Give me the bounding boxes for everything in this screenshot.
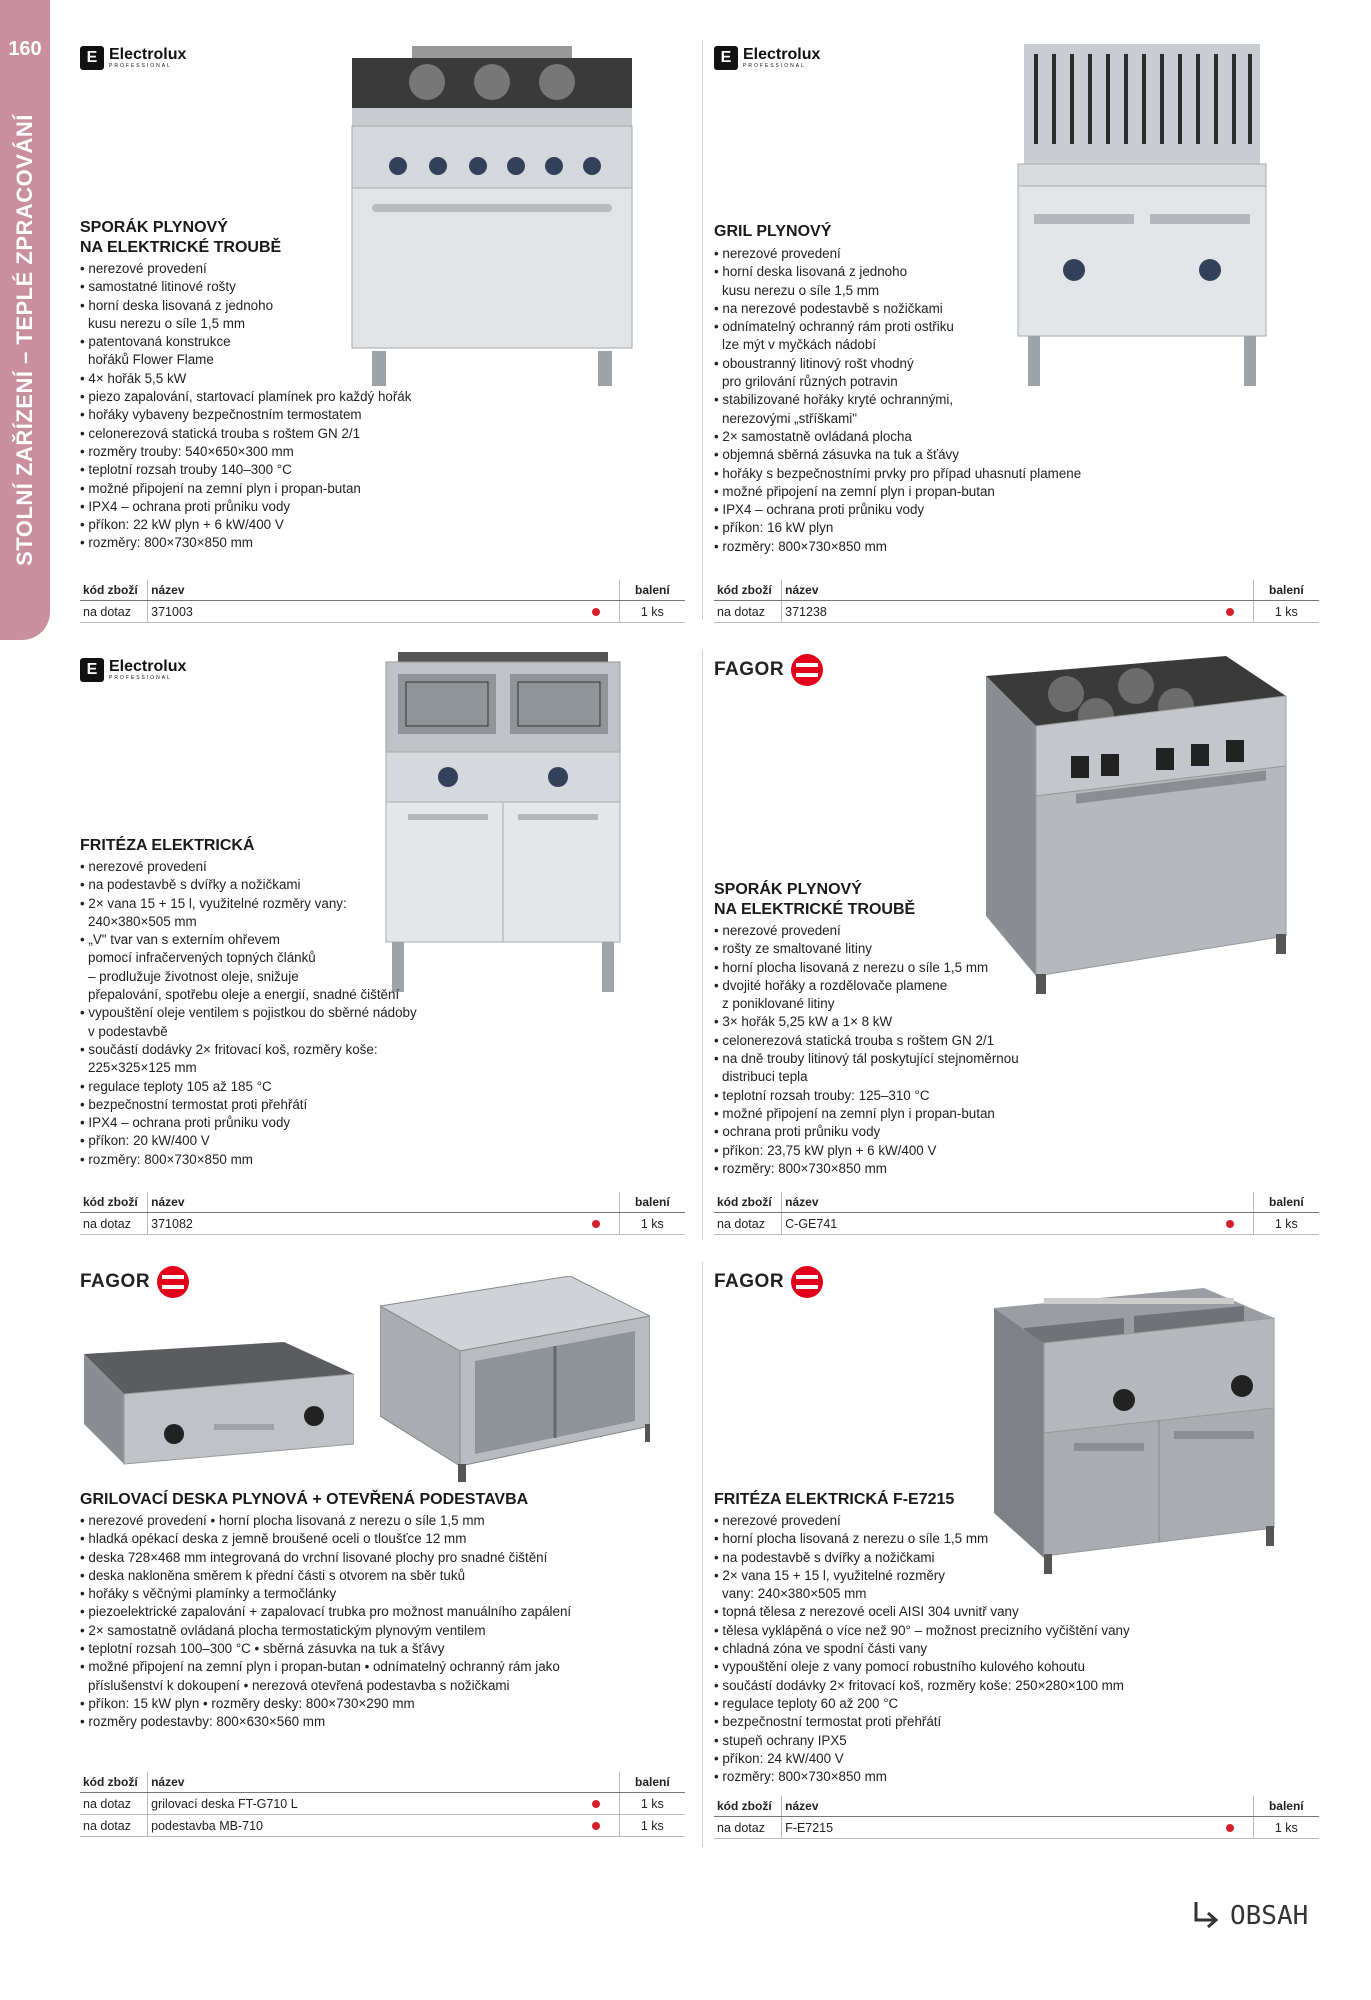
availability-dot-icon [592, 608, 600, 616]
fagor-logo: FAGOR [714, 1264, 824, 1300]
spec-item: • rozměry: 800×730×850 mm [80, 535, 253, 551]
availability-dot-icon [1226, 1220, 1234, 1228]
spec-item: • příkon: 15 kW plyn • rozměry desky: 800×730×290 mm [80, 1695, 415, 1711]
row-name: C-GE741 [782, 1213, 1208, 1235]
spec-item: • příkon: 16 kW plyn [714, 520, 834, 536]
row-code: na dotaz [80, 1213, 148, 1235]
row-pack: 1 ks [619, 1793, 685, 1815]
row-name: F-E7215 [782, 1817, 1208, 1839]
spec-item: • nerezové provedení [714, 1513, 841, 1528]
row-code: na dotaz [714, 601, 782, 623]
table-row [714, 1817, 1319, 1839]
product-card-electric-fryer-fagor [714, 1264, 1334, 1864]
availability-dot-icon [1226, 1824, 1234, 1832]
header-pack: balení [619, 580, 685, 601]
spec-item: distribuci tepla [722, 1069, 808, 1085]
table-row [80, 1793, 685, 1815]
spec-item: • rozměry: 800×730×850 mm [714, 1769, 887, 1785]
spec-item: hořáků Flower Flame [88, 352, 214, 368]
header-pack: balení [619, 1772, 685, 1793]
spec-item: • na podestavbě s dvířky a nožičkami [714, 1549, 935, 1565]
spec-item: • na dně trouby litinový tál poskytující stejnoměrnou [714, 1051, 1019, 1067]
product-title: GRIL PLYNOVÝ [714, 223, 832, 240]
spec-item: • 2× vana 15 + 15 l, využitelné rozměry [714, 1567, 945, 1583]
product-code-table [80, 580, 685, 623]
spec-item: • rozměry: 800×730×850 mm [714, 1160, 887, 1176]
spec-item: • bezpečnostní termostat proti přehřátí [80, 1096, 308, 1112]
spec-list [714, 922, 1019, 1178]
header-pack: balení [1253, 580, 1319, 601]
header-name: název [148, 1192, 574, 1213]
header-pack: balení [1253, 1192, 1319, 1213]
spec-item: • „V" tvar van s externím ohřevem [80, 932, 280, 948]
product-code-table [714, 1192, 1319, 1235]
spec-item: • hořáky s věčnými plamínky a termočlánky [80, 1586, 337, 1602]
column-divider [702, 40, 703, 620]
spec-item: • horní deska lisovaná z jednoho [80, 297, 274, 313]
spec-item: • celonerezová statická trouba s roštem GN 2/1 [714, 1032, 995, 1048]
spec-item: • na podestavbě s dvířky a nožičkami [80, 877, 301, 893]
spec-item: • IPX4 – ochrana proti průniku vody [80, 1115, 291, 1131]
row-name: grilovací deska FT-G710 L [148, 1793, 574, 1815]
spec-item: • rošty ze smaltované litiny [714, 941, 872, 957]
availability-dot-icon [592, 1220, 600, 1228]
spec-item: • patentovaná konstrukce [80, 334, 231, 350]
spec-item: • příkon: 20 kW/400 V [80, 1133, 210, 1149]
table-row [80, 601, 685, 623]
product-card-griddle-stand-fagor [80, 1264, 700, 1864]
row-name: 371003 [148, 601, 574, 623]
table-row [714, 1213, 1319, 1235]
product-title: SPORÁK PLYNOVÝ NA ELEKTRICKÉ TROUBĚ [80, 219, 282, 256]
product-title: FRITÉZA ELEKTRICKÁ F-E7215 [714, 1491, 955, 1508]
table-row [80, 1815, 685, 1837]
spec-item: • celonerezová statická trouba s roštem GN 2/1 [80, 425, 361, 441]
spec-item: • rozměry: 800×730×850 mm [80, 1151, 253, 1167]
spec-item: • nerezové provedení [80, 859, 207, 874]
spec-item: • nerezové provedení • horní plocha lisovaná z nerezu o síle 1,5 mm [80, 1513, 485, 1528]
spec-item: • nerezové provedení [714, 923, 841, 938]
table-row [80, 1213, 685, 1235]
spec-item: pro grilování různých potravin [722, 374, 898, 390]
fagor-logo: FAGOR [80, 1264, 190, 1300]
spec-item: v podestavbě [88, 1023, 168, 1039]
column-divider [702, 650, 703, 1240]
spec-item: z poniklované litiny [722, 996, 835, 1012]
fagor-mark-icon [156, 1265, 190, 1299]
spec-item: • možné připojení na zemní plyn i propan-butan • odnímatelný ochranný rám jako [80, 1659, 560, 1675]
electrolux-logo: E Electrolux PROFESSIONAL [714, 40, 820, 76]
spec-list [80, 260, 411, 553]
spec-item: • možné připojení na zemní plyn i propan-butan [714, 1105, 995, 1121]
spec-item: 240×380×505 mm [88, 913, 197, 929]
header-code: kód zboží [714, 580, 782, 601]
header-name: název [782, 580, 1208, 601]
spec-item: • chladná zóna ve spodní části vany [714, 1641, 928, 1657]
spec-item: • samostatné litinové rošty [80, 279, 236, 295]
spec-item: • stabilizované hořáky kryté ochrannými, [714, 392, 954, 408]
product-image [976, 656, 1296, 996]
return-arrow-icon [1188, 1898, 1224, 1934]
spec-item: • IPX4 – ochrana proti průniku vody [80, 498, 291, 514]
row-code: na dotaz [80, 1815, 148, 1837]
electrolux-mark-icon: E [80, 46, 104, 70]
header-name: název [782, 1796, 1208, 1817]
spec-item: • piezo zapalování, startovací plamínek pro každý hořák [80, 389, 412, 405]
spec-item: • regulace teploty 60 až 200 °C [714, 1695, 899, 1711]
fagor-mark-icon [790, 653, 824, 687]
product-card-gas-range-fagor [714, 652, 1334, 1242]
spec-item: • topná tělesa z nerezové oceli AISI 304 uvnitř vany [714, 1604, 1019, 1620]
spec-item: • příkon: 24 kW/400 V [714, 1750, 844, 1766]
spec-item: pomocí infračervených topných článků [88, 950, 316, 966]
spec-item: • možné připojení na zemní plyn i propan-butan [80, 480, 361, 496]
header-code: kód zboží [714, 1796, 782, 1817]
spec-item: • hořáky vybaveny bezpečnostním termostatem [80, 407, 362, 423]
spec-item: • 2× vana 15 + 15 l, využitelné rozměry vany: [80, 895, 347, 911]
spec-item: přepalování, spotřebu oleje a energií, snadné čištění [88, 987, 400, 1003]
spec-item: • horní plocha lisovaná z nerezu o síle 1,5 mm [714, 1531, 989, 1547]
spec-item: • vypouštění oleje ventilem s pojistkou do sběrné nádoby [80, 1005, 417, 1021]
spec-item: • bezpečnostní termostat proti přehřátí [714, 1714, 942, 1730]
spec-item: • součástí dodávky 2× fritovací koš, rozměry koše: 250×280×100 mm [714, 1677, 1124, 1693]
fagor-logo: FAGOR [714, 652, 824, 688]
spec-item: • nerezové provedení [714, 246, 841, 261]
spec-list [714, 245, 1081, 556]
spec-item: • IPX4 – ochrana proti průniku vody [714, 502, 925, 518]
row-pack: 1 ks [619, 1815, 685, 1837]
spec-item: • příkon: 23,75 kW plyn + 6 kW/400 V [714, 1142, 937, 1158]
product-image-griddle [84, 1324, 354, 1474]
product-card-gas-range-electrolux [80, 40, 700, 630]
spec-item: • možné připojení na zemní plyn i propan-butan [714, 483, 995, 499]
spec-item: • 2× samostatně ovládaná plocha termostatickým plynovým ventilem [80, 1622, 486, 1638]
spec-item: • regulace teploty 105 až 185 °C [80, 1078, 272, 1094]
spec-item: lze mýt v myčkách nádobí [722, 337, 877, 353]
row-pack: 1 ks [1253, 1817, 1319, 1839]
spec-list [80, 1512, 571, 1732]
product-title: FRITÉZA ELEKTRICKÁ [80, 837, 255, 854]
header-pack: balení [619, 1192, 685, 1213]
product-title: GRILOVACÍ DESKA PLYNOVÁ + OTEVŘENÁ PODESTAVBA [80, 1491, 529, 1508]
row-name: podestavba MB-710 [148, 1815, 574, 1837]
spec-item: vany: 240×380×505 mm [722, 1586, 867, 1602]
section-sidebar [0, 0, 50, 640]
spec-item: kusu nerezu o síle 1,5 mm [722, 282, 880, 298]
spec-item: • příkon: 22 kW plyn + 6 kW/400 V [80, 517, 284, 533]
spec-item: • stupeň ochrany IPX5 [714, 1732, 847, 1748]
row-pack: 1 ks [619, 1213, 685, 1235]
header-pack: balení [1253, 1796, 1319, 1817]
section-title: STOLNÍ ZAŘÍZENÍ – TEPLÉ ZPRACOVÁNÍ [12, 114, 37, 566]
row-pack: 1 ks [1253, 601, 1319, 623]
product-card-electric-fryer-electrolux [80, 652, 700, 1242]
spec-item: • ochrana proti průniku vody [714, 1124, 881, 1140]
availability-dot-icon [592, 1822, 600, 1830]
product-card-gas-grill-electrolux [714, 40, 1334, 630]
contents-link[interactable] [1188, 1898, 1308, 1934]
spec-item: • rozměry: 800×730×850 mm [714, 538, 887, 554]
product-code-table [80, 1772, 685, 1837]
row-name: 371082 [148, 1213, 574, 1235]
row-pack: 1 ks [619, 601, 685, 623]
spec-item: nerezovými „stříškami" [722, 410, 857, 426]
spec-item: • objemná sběrná zásuvka na tuk a šťávy [714, 447, 959, 463]
header-code: kód zboží [80, 580, 148, 601]
header-name: název [148, 580, 574, 601]
table-row [714, 601, 1319, 623]
spec-item: – prodlužuje životnost oleje, snižuje [88, 968, 299, 984]
spec-item: • horní deska lisovaná z jednoho [714, 264, 908, 280]
page-number: 160 [8, 38, 42, 60]
contents-link-label: OBSAH [1230, 1901, 1309, 1931]
spec-item: • rozměry podestavby: 800×630×560 mm [80, 1714, 326, 1730]
spec-item: • teplotní rozsah trouby: 125–310 °C [714, 1087, 930, 1103]
spec-item: 225×325×125 mm [88, 1060, 197, 1076]
row-code: na dotaz [714, 1817, 782, 1839]
row-code: na dotaz [80, 1793, 148, 1815]
spec-item: • horní plocha lisovaná z nerezu o síle 1,5 mm [714, 959, 989, 975]
spec-item: • deska 728×468 mm integrovaná do vrchní lisované plochy pro snadné čištění [80, 1549, 548, 1565]
row-name: 371238 [782, 601, 1208, 623]
spec-item: kusu nerezu o síle 1,5 mm [88, 315, 246, 331]
header-name: název [782, 1192, 1208, 1213]
product-code-table [714, 580, 1319, 623]
availability-dot-icon [592, 1800, 600, 1808]
electrolux-mark-icon: E [80, 658, 104, 682]
product-code-table [714, 1796, 1319, 1839]
row-code: na dotaz [80, 601, 148, 623]
spec-item: • 3× hořák 5,25 kW a 1× 8 kW [714, 1014, 893, 1030]
spec-item: • deska nakloněna směrem k přední části s otvorem na sběr tuků [80, 1567, 466, 1583]
spec-item: • oboustranný litinový rošt vhodný [714, 355, 914, 371]
electrolux-mark-icon: E [714, 46, 738, 70]
header-name: název [148, 1772, 574, 1793]
row-pack: 1 ks [1253, 1213, 1319, 1235]
spec-item: • odnímatelný ochranný rám proti ostřiku [714, 319, 954, 335]
spec-list [80, 858, 417, 1169]
electrolux-logo: E Electrolux PROFESSIONAL [80, 40, 186, 76]
product-image-stand [380, 1276, 650, 1486]
row-code: na dotaz [714, 1213, 782, 1235]
spec-item: • tělesa vyklápěná o více než 90° – možnost precizního vyčištění vany [714, 1622, 1130, 1638]
fagor-mark-icon [790, 1265, 824, 1299]
column-divider [702, 1262, 703, 1847]
spec-list [714, 1512, 1130, 1786]
header-code: kód zboží [80, 1192, 148, 1213]
spec-item: • nerezové provedení [80, 261, 207, 276]
spec-item: • hladká opékací deska z jemně broušené oceli o tloušťce 12 mm [80, 1531, 467, 1547]
spec-item: • 2× samostatně ovládaná plocha [714, 428, 912, 444]
spec-item: • součástí dodávky 2× fritovací koš, rozměry koše: [80, 1041, 378, 1057]
header-code: kód zboží [714, 1192, 782, 1213]
spec-item: • piezoelektrické zapalování + zapalovací trubka pro možnost manuálního zapálení [80, 1604, 572, 1620]
spec-item: • na nerezové podestavbě s nožičkami [714, 300, 943, 316]
spec-item: • 4× hořák 5,5 kW [80, 370, 187, 386]
electrolux-logo: E Electrolux PROFESSIONAL [80, 652, 186, 688]
spec-item: • hořáky s bezpečnostními prvky pro případ uhasnutí plamene [714, 465, 1082, 481]
product-code-table [80, 1192, 685, 1235]
spec-item: • teplotní rozsah trouby 140–300 °C [80, 462, 292, 478]
product-title: SPORÁK PLYNOVÝ NA ELEKTRICKÉ TROUBĚ [714, 881, 916, 918]
availability-dot-icon [1226, 608, 1234, 616]
spec-item: • dvojité hořáky a rozdělovače plamene [714, 977, 948, 993]
header-code: kód zboží [80, 1772, 148, 1793]
spec-item: • rozměry trouby: 540×650×300 mm [80, 443, 294, 459]
spec-item: • vypouštění oleje z vany pomocí robustního kulového kohoutu [714, 1659, 1085, 1675]
spec-item: příslušenství k dokoupení • nerezová otevřená podestavba s nožičkami [88, 1677, 510, 1693]
spec-item: • teplotní rozsah 100–300 °C • sběrná zásuvka na tuk a šťávy [80, 1641, 445, 1657]
